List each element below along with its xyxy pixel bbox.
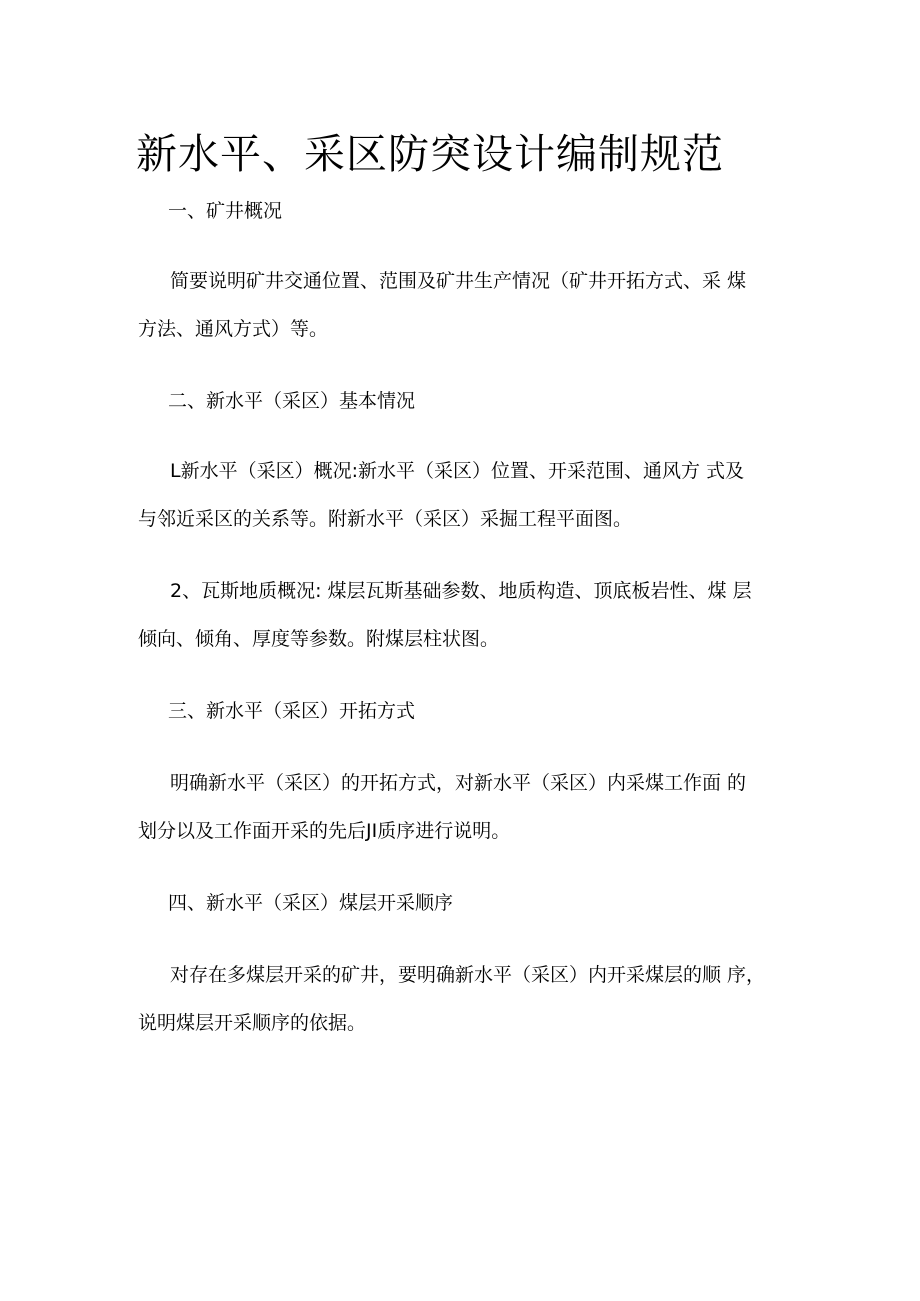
section-2-paragraph-1 [138, 458, 786, 532]
paragraph-line: 说明煤层开采顺序的依据。 [138, 1012, 367, 1034]
section-2-paragraph-2 [138, 578, 786, 652]
section-heading-2: 二、新水平（采区）基本情况 [168, 390, 416, 412]
paragraph-line: 2、瓦斯地质概况: 煤层瓦斯基础参数、地质构造、顶底板岩性、煤 层 [170, 580, 752, 602]
section-heading-1: 一、矿井概况 [168, 200, 283, 222]
paragraph-line: 方法、通风方式）等。 [138, 318, 329, 340]
paragraph-line: 简要说明矿井交通位置、范围及矿井生产情况（矿井开拓方式、采 煤 [170, 270, 747, 292]
paragraph-line: 对存在多煤层开采的矿井，要明确新水平（采区）内开采煤层的顺 序， [170, 964, 766, 986]
paragraph-line: 划分以及工作面开采的先后JI质序进行说明。 [138, 820, 511, 842]
section-heading-4: 四、新水平（采区）煤层开采顺序 [168, 892, 454, 914]
document-title: 新水平、采区防突设计编制规范 [136, 130, 724, 178]
section-1-paragraph-1 [138, 268, 786, 342]
paragraph-line: 倾向、倾角、厚度等参数。附煤层柱状图。 [138, 628, 500, 650]
section-3-paragraph-1 [138, 770, 786, 844]
section-4-paragraph-1 [138, 962, 786, 1036]
section-heading-3: 三、新水平（采区）开拓方式 [168, 700, 416, 722]
paragraph-line: 明确新水平（采区）的开拓方式，对新水平（采区）内采煤工作面 的 [170, 772, 747, 794]
paragraph-line: 与邻近采区的关系等。附新水平（采区）采掘工程平面图。 [138, 508, 633, 530]
paragraph-line: L新水平（采区）概况:新水平（采区）位置、开采范围、通风方 式及 [170, 460, 745, 482]
